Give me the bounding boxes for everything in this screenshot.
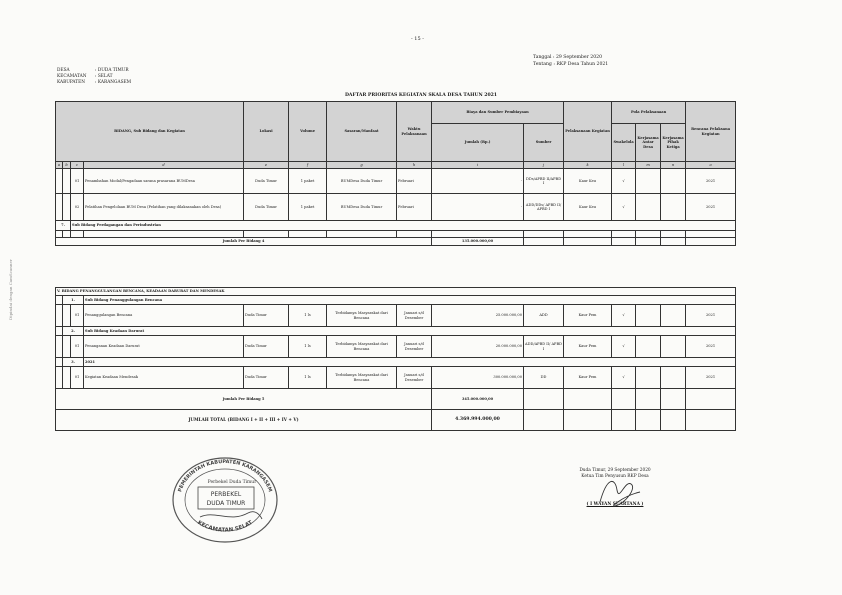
table-row: 02 Pelatihan Pengelolaan BUM Desa (Pelatihan yang dilaksanakan oleh Desa) Duda Timur 1 paket BUMDesa Duda Timur Februari - ADD/DDs/ APBD II/ APBD I Kaur Keu √ 2021 — [56, 194, 736, 221]
empty-row — [56, 231, 736, 238]
priority-table-2 — [55, 287, 736, 431]
col-waktu: Waktu Pelaksanaan — [397, 102, 432, 162]
col-sasaran: Sasaran/Manfaat — [327, 102, 397, 162]
col-pelaksana: Pelaksanaan Kegiatan — [564, 102, 612, 162]
stamp-bottom-text: KECAMATAN SELAT — [196, 519, 254, 534]
col-jumlah: Jumlah (Rp.) — [432, 124, 524, 162]
col-antar-desa: Kerjasama Antar Desa — [636, 124, 661, 162]
header-right — [533, 55, 608, 68]
stamp-inner-top: Perbekel Duda Timur — [207, 480, 257, 485]
svg-text:KECAMATAN SELAT — [196, 520, 254, 534]
table-row: 01 Penanganan Keadaan Darurat Duda Timur 1 ls Terbidamya Masyarakat dari Bencana Januari s/d Desember 20.000.000,00 ADD/APBD II/ APBD I Kaur Pem √ 2021 — [56, 336, 736, 358]
col-pola: Pola Pelaksanaan — [612, 102, 686, 124]
table-row: 01 Penanggulangan Bencana Duda Timur 1 ls Terbidamya Masyarakat dari Bencana Januari s/d Desember 25.000.000,00 ADD Kaur Pem √ 2021 — [56, 305, 736, 327]
grand-total-row: JUMLAH TOTAL (BIDANG I + II + III + IV + V) 4.369.994.000,00 — [56, 410, 736, 431]
scanner-watermark: Dipindai dengan CamScanner — [8, 259, 13, 320]
sub-bidang-row: 3. 2021 — [56, 358, 736, 367]
sub-bidang-row: 2. Sub Bidang Keadaan Darurat — [56, 327, 736, 336]
total-row-bidang-5: Jumlah Per Bidang 5 345.000.000,00 — [56, 389, 736, 410]
header-date: Tanggal : 29 September 2020 — [533, 55, 602, 60]
table-row: 01 Penambahan Modal/Pengadaan sarana prasarana BUMDesa Duda Timur 1 paket BUMDesa Duda Timur Februari - DDs/APBD II/APBD I Kaur Keu √ 2021 — [56, 169, 736, 194]
col-swakelola: Swakelola — [612, 124, 636, 162]
priority-table-1 — [55, 101, 736, 246]
stamp-signature-stroke — [200, 512, 262, 519]
signature-place-date: Duda Timur, 29 September 2020 — [579, 468, 651, 473]
header-row-1 — [56, 102, 736, 124]
col-rencana: Rencana Pelaksana Kegiatan — [686, 102, 736, 162]
signature-role: Ketua Tim Penyusun RKP Desa — [581, 474, 649, 479]
col-volume: Volume — [289, 102, 327, 162]
signature-name: ( I WAYAN SUARTANA ) — [586, 502, 644, 507]
col-bidang: BIDANG, Sub Bidang dan Kegiatan — [56, 102, 244, 162]
header-subject: Tentang : RKP Desa Tahun 2021 — [533, 61, 609, 67]
stamp-box-line-1: PERBEKEL — [210, 491, 242, 498]
location-info — [57, 68, 131, 86]
location-kabupaten: KABUPATEN : KARANGASEM — [57, 80, 132, 85]
handwritten-signature — [595, 472, 645, 512]
sub-bidang-row: 1. Sub Bidang Penanggulangan Bencana — [56, 296, 736, 305]
col-pihak-ketiga: Kerjasama Pihak Ketiga — [661, 124, 686, 162]
col-biaya: Biaya dan Sumber Pembiayaan — [432, 102, 564, 124]
bidang-row: V. BIDANG PENANGGULANGAN BENCANA, KEADAAN DARURAT DAN MENDESAK — [56, 288, 736, 296]
col-lokasi: Lokasi — [244, 102, 289, 162]
location-desa: DESA : DUDA TIMUR — [57, 68, 129, 73]
sub-bidang-row: 7. Sub Bidang Perdagangan dan Perindustrian — [56, 221, 736, 231]
letter-row: a b c d e f g h i j k l m n o — [56, 162, 736, 169]
location-kecamatan: KECAMATAN : SELAT — [57, 74, 113, 79]
page-number: - 15 - — [411, 36, 424, 42]
svg-text:PEMERINTAH KABUPATEN KARANGASE — [177, 459, 273, 493]
stamp-outer-text: PEMERINTAH KABUPATEN KARANGASEM — [177, 458, 273, 493]
stamp-box-line-2: DUDA TIMUR — [206, 500, 246, 507]
official-stamp — [170, 455, 280, 545]
col-sumber: Sumber — [524, 124, 564, 162]
total-row-bidang-4: Jumlah Per Bidang 4 135.000.000,00 — [56, 238, 736, 246]
table-row: 01 Kegiatan Keadaan Mendesak Duda Timur 1 ls Terbidamya Masyarakat dari Bencana Januari s/d Desember 300.000.000,00 DD Kaur Pem √ 2021 — [56, 367, 736, 389]
document-title: DAFTAR PRIORITAS KEGIATAN SKALA DESA TAHUN 2021 — [344, 93, 498, 98]
